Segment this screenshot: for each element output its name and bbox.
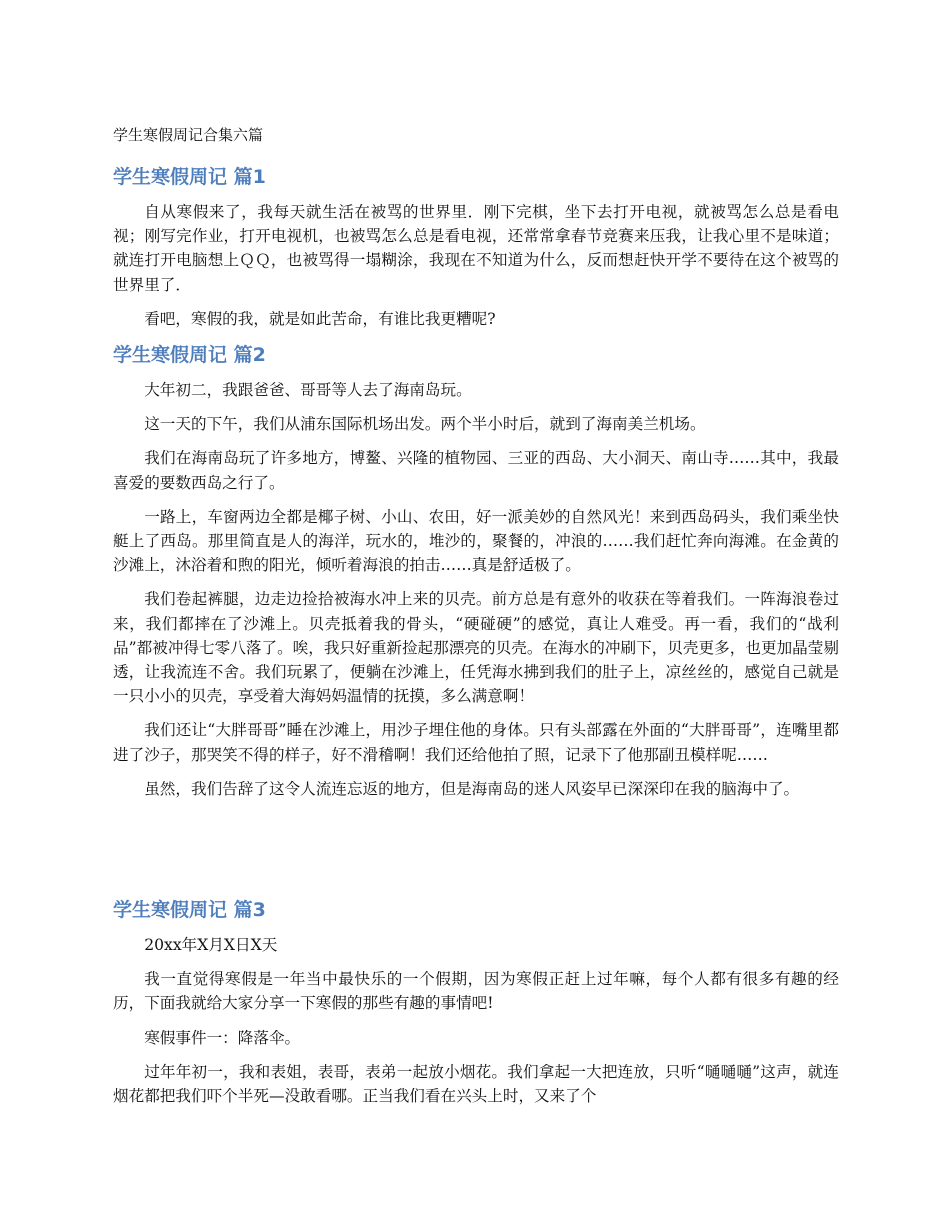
paragraph: 自从寒假来了，我每天就生活在被骂的世界里．刚下完棋，坐下去打开电视，就被骂怎么总是看电视；刚写完作业，打开电视机，也被骂怎么总是看电视，还常常拿春节竞赛来压我，让我心里不是味道；就连打开电脑想上ＱＱ，也被骂得一塌糊涂，我现在不知道为什么，反而想赶快开学不要待在这个被骂的世界里了．	[113, 203, 839, 294]
section-3	[113, 896, 839, 1118]
paragraph: 寒假事件一：降落伞。	[144, 1028, 301, 1047]
section-heading: 学生寒假周记 篇3	[113, 899, 266, 921]
paragraph: 这一天的下午，我们从浦东国际机场出发。两个半小时后，就到了海南美兰机场。	[144, 415, 706, 434]
section-heading: 学生寒假周记 篇2	[113, 344, 266, 366]
section-heading: 学生寒假周记 篇1	[113, 166, 266, 188]
paragraph: 看吧，寒假的我，就是如此苦命，有谁比我更糟呢?	[144, 309, 496, 328]
paragraph: 我们在海南岛玩了许多地方，博鳌、兴隆的植物园、三亚的西岛、大小洞天、南山寺……其中，我最喜爱的要数西岛之行了。	[113, 449, 839, 492]
paragraph: 20xx年X月X日X天	[144, 936, 278, 954]
paragraph: 过年年初一，我和表姐，表哥，表弟一起放小烟花。我们拿起一大把连放，只听“嗵嗵嗵”这声，就连烟花都把我们吓个半死—没敢看哪。正当我们看在兴头上时，又来了个	[113, 1062, 839, 1106]
paragraph: 虽然，我们告辞了这令人流连忘返的地方，但是海南岛的迷人风姿早已深深印在我的脑海中了。	[144, 779, 800, 798]
paragraph: 大年初二，我跟爸爸、哥哥等人去了海南岛玩。	[144, 381, 472, 399]
paragraph: 我一直觉得寒假是一年当中最快乐的一个假期，因为寒假正赶上过年嘛，每个人都有很多有趣的经历，下面我就给大家分享一下寒假的那些有趣的事情吧!	[113, 970, 839, 1013]
paragraph: 一路上，车窗两边全都是椰子树、小山、农田，好一派美妙的自然风光！来到西岛码头，我们乘坐快艇上了西岛。那里简直是人的海洋，玩水的，堆沙的，聚餐的，冲浪的……我们赶忙奔向海滩。在金黄的沙滩上，沐浴着和煦的阳光，倾听着海浪的拍击……真是舒适极了。	[113, 507, 839, 575]
section-2	[113, 341, 839, 811]
document-title: 学生寒假周记合集六篇	[113, 126, 264, 144]
paragraph: 我们卷起裤腿，边走边捡拾被海水冲上来的贝壳。前方总是有意外的收获在等着我们。一阵海浪卷过来，我们都摔在了沙滩上。贝壳抵着我的骨头，“硬碰硬”的感觉，真让人难受。再一看，我们的“战利品”都被冲得七零八落了。唉，我只好重新捡起那漂亮的贝壳。在海水的冲刷下，贝壳更多，也更加晶莹剔透，让我流连不舍。我们玩累了，便躺在沙滩上，任凭海水拂到我们的肚子上，凉丝丝的，感觉自己就是一只小小的贝壳，享受着大海妈妈温情的抚摸，多么满意啊！	[113, 590, 839, 706]
section-1	[113, 163, 839, 341]
paragraph: 我们还让“大胖哥哥”睡在沙滩上，用沙子埋住他的身体。只有头部露在外面的“大胖哥哥”，连嘴里都进了沙子，那哭笑不得的样子，好不滑稽啊！我们还给他拍了照，记录下了他那副丑模样呢……	[113, 721, 839, 764]
